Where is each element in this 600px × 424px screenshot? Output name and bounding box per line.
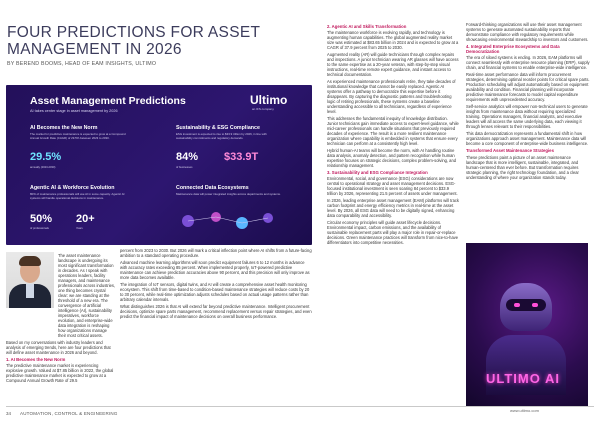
predictions-infographic bbox=[6, 85, 312, 245]
paragraph: As experienced maintenance professionals retire, they take decades of institutional knowledge that cannot be easily replaced. Agentic AI systems offer a pathway to democratize this expertise before it disappears. By capturing the diagnostic patterns and troubleshooting logic of retiring professionals, these systems create a baseline understanding accessible to all technicians, regardless of experience level. bbox=[327, 79, 456, 115]
paragraph: This addresses the fundamental inequity of knowledge distribution. Junior technicians gain immediate access to expert-level guidance, while mid-career professionals can handle situations that previously required decades of experience. The result is a more resilient maintenance organization where capability is embedded in systems that ensure every technician can perform at a consistently high level. bbox=[327, 116, 459, 147]
paragraph: percent from 2023 to 2030. But 2026 will mark a critical inflection point where AI shifts from a future-facing ambition to a standard operating procedure. bbox=[120, 248, 312, 258]
card-desc: ESG investment is expected to rise to $33.9 trillion by 2026, in line with sustainability commitments and regulatory demands. bbox=[176, 132, 267, 140]
footer-divider bbox=[6, 406, 594, 407]
article-title: FOUR PREDICTIONS FOR ASSET MANAGEMENT IN 2026 bbox=[7, 24, 260, 58]
right-column-1 bbox=[327, 22, 459, 402]
stat-caption: annually (2023-2030) bbox=[30, 166, 56, 169]
infographic-subtitle: AI takes center stage in asset management by 2026 bbox=[30, 109, 118, 113]
paragraph: Based on my conversations with industry leaders and analysis of emerging trends, here are four predictions that will define asset maintenance in 2026 and beyond. bbox=[6, 340, 111, 355]
paragraph: The maintenance workforce is evolving rapidly, and technology is augmenting human capabilities. The global augmented reality market size was estimated at $83.65 billion in 2024 and is expected to grow at a CAGR of 37.9 percent from 2025 to 2030. bbox=[327, 30, 459, 51]
magazine-name: AUTOMATION, CONTROL & ENGINEERING bbox=[20, 411, 118, 416]
stat-caption-2: Years bbox=[76, 227, 83, 230]
card-title: Agentic AI & Workforce Evolution bbox=[30, 185, 115, 191]
stat-value-2: 20+ bbox=[76, 213, 95, 225]
card-desc: Maintenance data will power integrated insights across departments and systems. bbox=[176, 192, 281, 196]
card-desc: The market for predictive maintenance is expected to grow at a Compound Annual Growth Rate (CAGR) of 29.5% between 2023 to 2030. bbox=[30, 132, 126, 140]
robot-label: ULTIMO AI bbox=[486, 371, 560, 386]
intro-paragraph: The asset maintenance landscape is undergoing its most significant transformation in decades. As I speak with operations leaders, facility managers, and maintenance professionals across industries, one thing becomes crystal clear: we are standing at the threshold of a new era. The convergence of artificial intelligence (AI), sustainability imperatives, workforce evolution, and enterprise-wide data integration is reshaping how organizations manage their most critical assets. bbox=[58, 253, 116, 338]
stat-value: 50% bbox=[30, 213, 53, 225]
card-desc: 80% of maintenance professionals will use AI in some capacity. Agentic AI systems will handle operational decisions in maintenance. bbox=[30, 192, 125, 200]
paragraph: Self-service analytics will empower non-technical users to generate insights from maintenance data without requiring specialized training. Operations managers, financial analysts, and executive leaders will all access the same underlying data, each viewing it through lenses relevant to their responsibilities. bbox=[466, 104, 588, 130]
paragraph: Circular economy principles will guide asset lifecycle decisions. Environmental impact, carbon emissions, and the availability of sustainable replacement parts will play a major role in repair-or-replace decisions. Green maintenance practices will transform from nice-to-have differentiators into competitive necessities. bbox=[327, 220, 459, 246]
paragraph: Advanced machine learning algorithms will soon predict equipment failures 6 to 12 months in advance with accuracy rates exceeding 85 percent. When implemented properly, IoT-powered predictive maintenance can achieve prediction accuracies above 90 percent, and this precision will only improve as more data becomes available. bbox=[120, 260, 310, 280]
paragraph: The predictive maintenance market is experiencing explosive growth. Valued at $7.85 billion in 2022, the global predictive maintenance market is expected to grow at a Compound Annual Growth Rate of 29.5 bbox=[6, 363, 114, 384]
section-heading-1: 1. AI Becomes the New Norm bbox=[6, 357, 66, 362]
stat-value: 29.5% bbox=[30, 151, 62, 163]
paragraph: The era of siloed systems is ending. In 2026, EAM platforms will connect seamlessly with enterprise resource planning (ERP), supply chain, and financial systems to enable enterprise-wide intelligence. bbox=[466, 55, 590, 71]
ultimo-logo: Ultimo bbox=[250, 93, 288, 107]
section-heading-2: 2. Agentic AI and Skills Transformation bbox=[327, 24, 407, 29]
card-connected-data bbox=[176, 185, 306, 237]
card-ai-norm bbox=[30, 125, 160, 177]
middle-column bbox=[120, 248, 312, 404]
stat-caption: of professionals bbox=[30, 227, 49, 230]
page-number: 34 bbox=[6, 411, 12, 416]
section-heading-3: 3. Sustainability and ESG Compliance Integration bbox=[327, 170, 428, 176]
card-title: Connected Data Ecosystems bbox=[176, 185, 249, 191]
right-column-2 bbox=[466, 22, 590, 240]
infographic-title: Asset Management Predictions bbox=[30, 95, 186, 107]
card-title: Sustainability & ESG Compliance bbox=[176, 125, 260, 131]
stat-value-2: $33.9T bbox=[224, 151, 259, 163]
paragraph: Real-time asset performance data will inform procurement strategies, determining optimal reorder points for critical spare parts. Production scheduling will adjust automatically based on equipment availability and condition. Financial planning will incorporate predictive maintenance forecasts to model capital expenditure requirements with unprecedented accuracy. bbox=[466, 72, 590, 103]
article-byline: BY BEREND BOOMS, HEAD OF EAM INSIGHTS, ULTIMO bbox=[7, 61, 157, 67]
card-sustainability bbox=[176, 125, 306, 177]
network-illustration bbox=[176, 209, 286, 233]
ultimo-logo-sub: an IFS company bbox=[252, 107, 274, 111]
paragraph: What distinguishes 2026 is that AI will extend far beyond predictive maintenance. Intelligent procurement decisions, optimize spare parts management, recommend replacement versus repair strategies, and even predict the financial impact of maintenance decisions on overall business performance. bbox=[120, 304, 312, 319]
section-heading-4: 4. Integrated Enterprise Ecosystems and Data Democratization bbox=[466, 44, 560, 55]
left-column bbox=[6, 253, 116, 403]
footer-url: www.ultimo.com bbox=[510, 408, 539, 413]
paragraph: Environmental, social, and governance (ESG) considerations are now central to operational strategy and asset management decisions. ESG-focused institutional investment is seen soaring 84 percent to $33.9 trillion by 2026, representing 21.5 percent of assets under management. bbox=[327, 176, 458, 197]
ultimo-ai-robot-image bbox=[466, 243, 588, 407]
paragraph: Augmented reality (AR) will guide technicians through complex repairs and inspections. A junior technician wearing AR glasses will have access to the same expertise as a 20-year veteran, with step-by-step visual instructions, real-time remote expert guidance, and instant access to technical documentation. bbox=[327, 52, 459, 78]
stat-value: 84% bbox=[176, 151, 199, 163]
card-agentic-ai bbox=[30, 185, 160, 237]
paragraph: Hybrid human-AI teams will become the norm, with AI handling routine data analysis, anomaly detection, and pattern recognition while human expertise focuses on strategic decisions, complex problem-solving, and relationship management. bbox=[327, 148, 457, 169]
stat-caption: of businesses bbox=[176, 166, 193, 169]
paragraph: These predictions paint a picture of an asset maintenance landscape that is more intelligent, sustainable, integrated, and human-centered than ever before. But transformation requires strategic planning, the right technology foundation, and a clear understanding of where your organization stands today. bbox=[466, 154, 579, 180]
paragraph: This data democratization represents a fundamental shift in how organizations approach asset management. Maintenance data will become a core component of enterprise-wide business intelligence. bbox=[466, 131, 589, 147]
card-title: AI Becomes the New Norm bbox=[30, 125, 98, 131]
section-heading-5: Transformed Asset Maintenance Strategies bbox=[466, 148, 554, 154]
paragraph: In 2026, leading enterprise asset management (EAM) platforms will track carbon footprint and energy efficiency metrics in real-time at the asset level. By 2026, all ESG data will need to be digitally signed, enhancing data comparability and accessibility. bbox=[327, 198, 459, 219]
paragraph: Forward-thinking organizations will use their asset management systems to generate automated sustainability reports that demonstrate compliance with regulatory requirements while showcasing environmental stewardship to investors and customers. bbox=[466, 22, 589, 42]
paragraph: The integration of IoT sensors, digital twins, and AI will create a comprehensive asset health monitoring ecosystem. This shift from time-based to condition-based maintenance strategies will reduce costs by 20 to 30 percent, while real-time optimization adjusts schedules based on actual usage patterns rather than arbitrary calendar intervals. bbox=[120, 282, 310, 302]
